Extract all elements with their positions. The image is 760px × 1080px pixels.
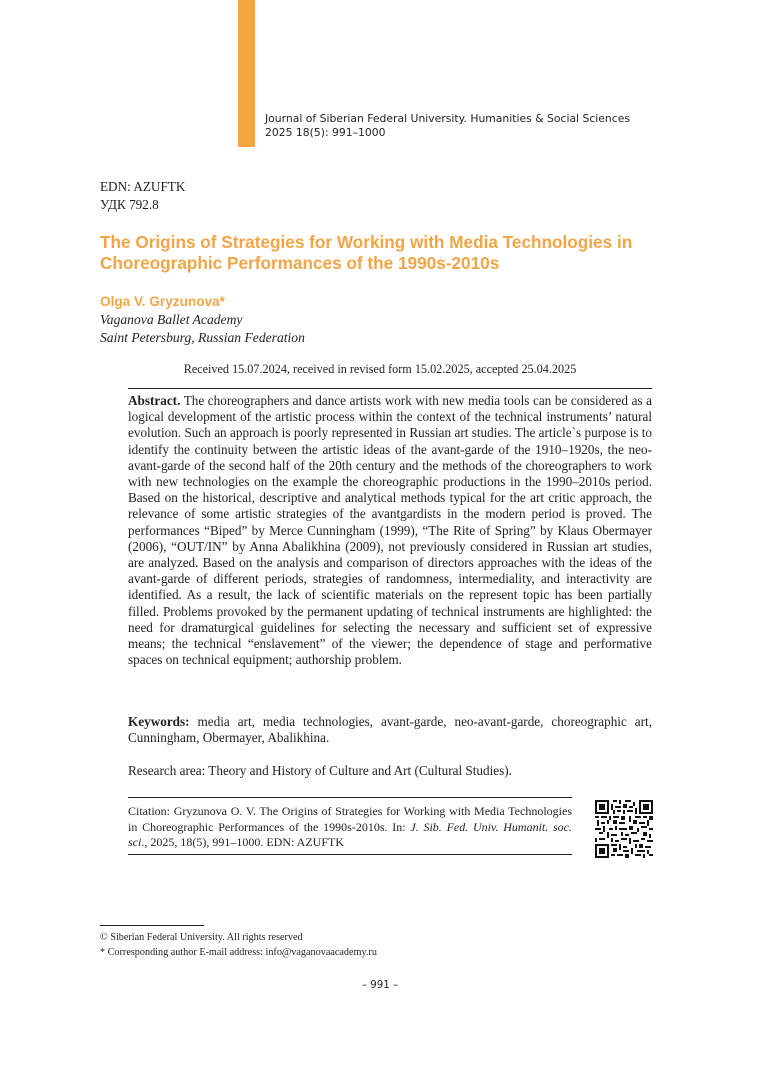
affiliation-location: Saint Petersburg, Russian Federation [100, 330, 305, 345]
page-number: – 991 – [361, 980, 399, 991]
keywords-label: Keywords: [128, 714, 190, 729]
citation [128, 804, 572, 851]
affiliation-institution: Vaganova Ballet Academy [100, 312, 243, 327]
research-area: Research area: Theory and History of Culture and Art (Cultural Studies). [128, 763, 512, 778]
corresponding-author-note: * Corresponding author E-mail address: info@vaganovaacademy.ru [100, 947, 377, 958]
author-name: Olga V. Gryzunova* [100, 294, 225, 309]
copyright-note: © Siberian Federal University. All rights reserved [100, 932, 303, 943]
citation-prefix: Citation: Gryzunova O. V. The Origins of Strategies for Working with Media Technologies in Choreographic Performances of the 1990s-2010s. In: [128, 804, 572, 834]
edn-code: EDN: AZUFTK [100, 179, 186, 194]
journal-title: Journal of Siberian Federal University. Humanities & Social Sciences [265, 112, 630, 125]
qr-code[interactable] [595, 800, 653, 858]
footnote-rule [100, 925, 204, 926]
footnotes [100, 930, 377, 960]
journal-issue: 2025 18(5): 991–1000 [265, 126, 386, 139]
article-title: The Origins of Strategies for Working with Media Technologies in Choreographic Performances of the 1990s-2010s [100, 232, 633, 273]
abstract-label: Abstract. [128, 393, 181, 408]
abstract [128, 393, 652, 668]
journal-header [265, 112, 630, 140]
orange-header-bar [238, 0, 255, 147]
received-dates: Received 15.07.2024, received in revised form 15.02.2025, accepted 25.04.2025 [183, 362, 577, 376]
citation-top-rule [128, 797, 572, 798]
abstract-text: The choreographers and dance artists work with new media tools can be considered as a logical development of the artistic process within the context of the technical instruments’ natural evolution. Such an approach is poorly represented in Russian art studies. The article`s purpose is to identify the continuity between the artistic ideas of the avant-garde of the 1910–1920s, the neo-avant-garde of the second half of the 20th century and the methods of the choreographers to work with new technologies on the example the choreographic productions in the 1990–2010s period. Based on the historical, descriptive and analytical methods typical for the art critic approach, the relevance of some artistic strategies of the avantgardists in the modern period is proved. The performances “Biped” by Merce Cunningham (1999), “The Rite of Spring” by Klaus Obermayer (2006), “OUT/IN” by Anna Abalikhina (2009), not previously considered in Russian art studies, are analyzed. Based on the analysis and comparison of directors approaches with the ideas of the avant-garde of different periods, strategies of randomness, intermediality, and interactivity are identified. As a result, the lack of scientific materials on the represent topic has been partially filled. Problems provoked by the permanent updating of technical instruments are highlighted: the need for dramaturgical guidelines for selecting the necessary and sufficient set of expressive means; the technical “enslavement” of the viewer; the dependence of stage and performative spaces on technical equipment; authorship problem. [128, 393, 652, 668]
udk-code: УДК 792.8 [100, 197, 159, 212]
affiliation [100, 311, 305, 347]
keywords-text: media art, media technologies, avant-garde, neo-avant-garde, choreographic art, Cunningham, Obermayer, Abalikhina. [128, 714, 652, 746]
abstract-top-rule [128, 388, 652, 389]
identifiers [100, 178, 185, 214]
keywords [128, 714, 652, 746]
citation-bottom-rule [128, 854, 572, 855]
citation-suffix: ., 2025, 18(5), 991–1000. EDN: AZUFTK [141, 835, 345, 850]
citation-journal: J. Sib. Fed. Univ. Humanit. soc. sci [128, 819, 573, 850]
